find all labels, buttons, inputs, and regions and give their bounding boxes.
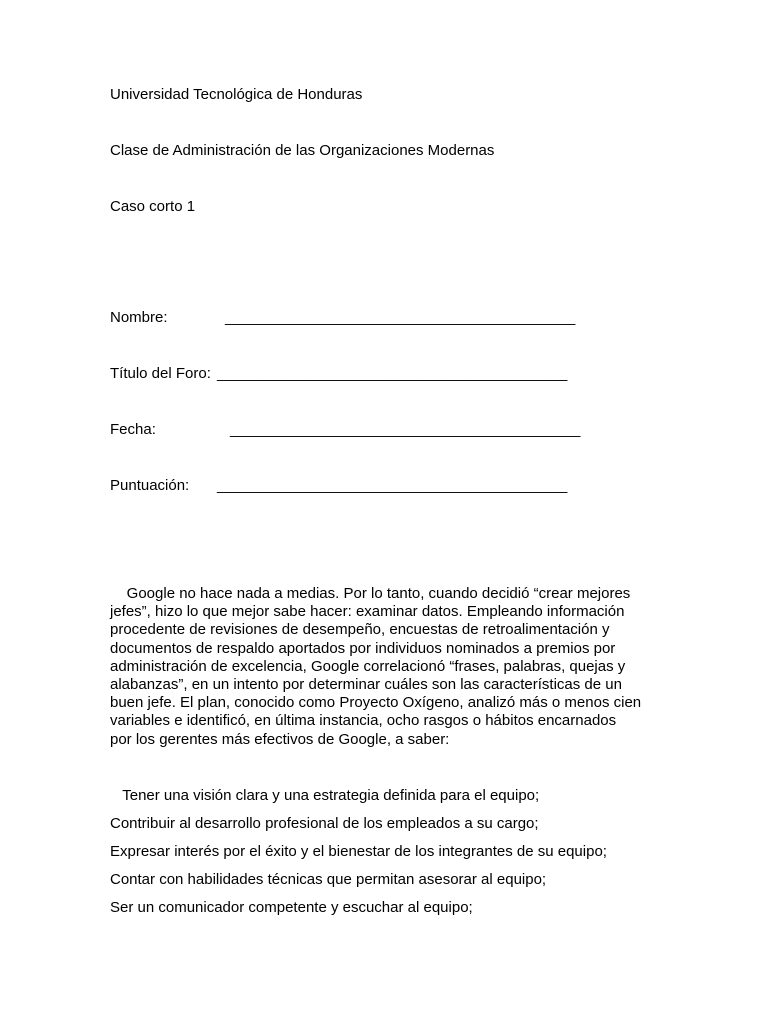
name-blank-line: __________________________________________ — [225, 309, 576, 326]
paragraph-line: jefes”, hizo lo que mejor sabe hacer: examinar datos. Empleando información — [110, 603, 625, 621]
paragraph-line: administración de excelencia, Google correlacionó “frases, palabras, quejas y — [110, 657, 626, 675]
course-name: Clase de Administración de las Organizaciones Modernas — [110, 142, 495, 159]
date-field — [110, 421, 590, 439]
forum-title-blank-line: __________________________________________ — [217, 365, 568, 382]
forum-title-field — [110, 365, 580, 383]
paragraph-line: Google no hace nada a medias. Por lo tanto, cuando decidió “crear mejores — [110, 585, 631, 602]
paragraph-line: documentos de respaldo aportados por individuos nominados a premios por — [110, 639, 616, 657]
paragraph-line: alabanzas”, en un intento por determinar cuáles son las características de un — [110, 676, 622, 694]
score-field — [110, 477, 580, 495]
trait-item: Expresar interés por el éxito y el bienestar de los integrantes de su equipo; — [110, 843, 607, 860]
paragraph-line: procedente de revisiones de desempeño, encuestas de retroalimentación y — [110, 621, 610, 639]
paragraph-line: buen jefe. El plan, conocido como Proyecto Oxígeno, analizó más o menos cien — [110, 694, 642, 712]
name-label: Nombre: — [110, 309, 168, 326]
paragraph-line: por los gerentes más efectivos de Google, a saber: — [110, 730, 450, 748]
score-label: Puntuación: — [110, 477, 190, 494]
trait-item: Contar con habilidades técnicas que permitan asesorar al equipo; — [110, 871, 547, 888]
trait-item: Tener una visión clara y una estrategia definida para el equipo; — [110, 787, 540, 804]
trait-item: Contribuir al desarrollo profesional de los empleados a su cargo; — [110, 815, 539, 832]
name-field — [110, 309, 590, 327]
score-blank-line: __________________________________________ — [217, 477, 568, 494]
trait-item: Ser un comunicador competente y escuchar al equipo; — [110, 899, 473, 916]
intro-paragraph — [110, 585, 665, 749]
date-blank-line: __________________________________________ — [230, 421, 581, 438]
forum-title-label: Título del Foro: — [110, 365, 211, 382]
university-name: Universidad Tecnológica de Honduras — [110, 86, 363, 103]
assignment-title: Caso corto 1 — [110, 198, 196, 215]
date-label: Fecha: — [110, 421, 156, 438]
paragraph-line: variables e identificó, en última instancia, ocho rasgos o hábitos encarnados — [110, 712, 617, 730]
